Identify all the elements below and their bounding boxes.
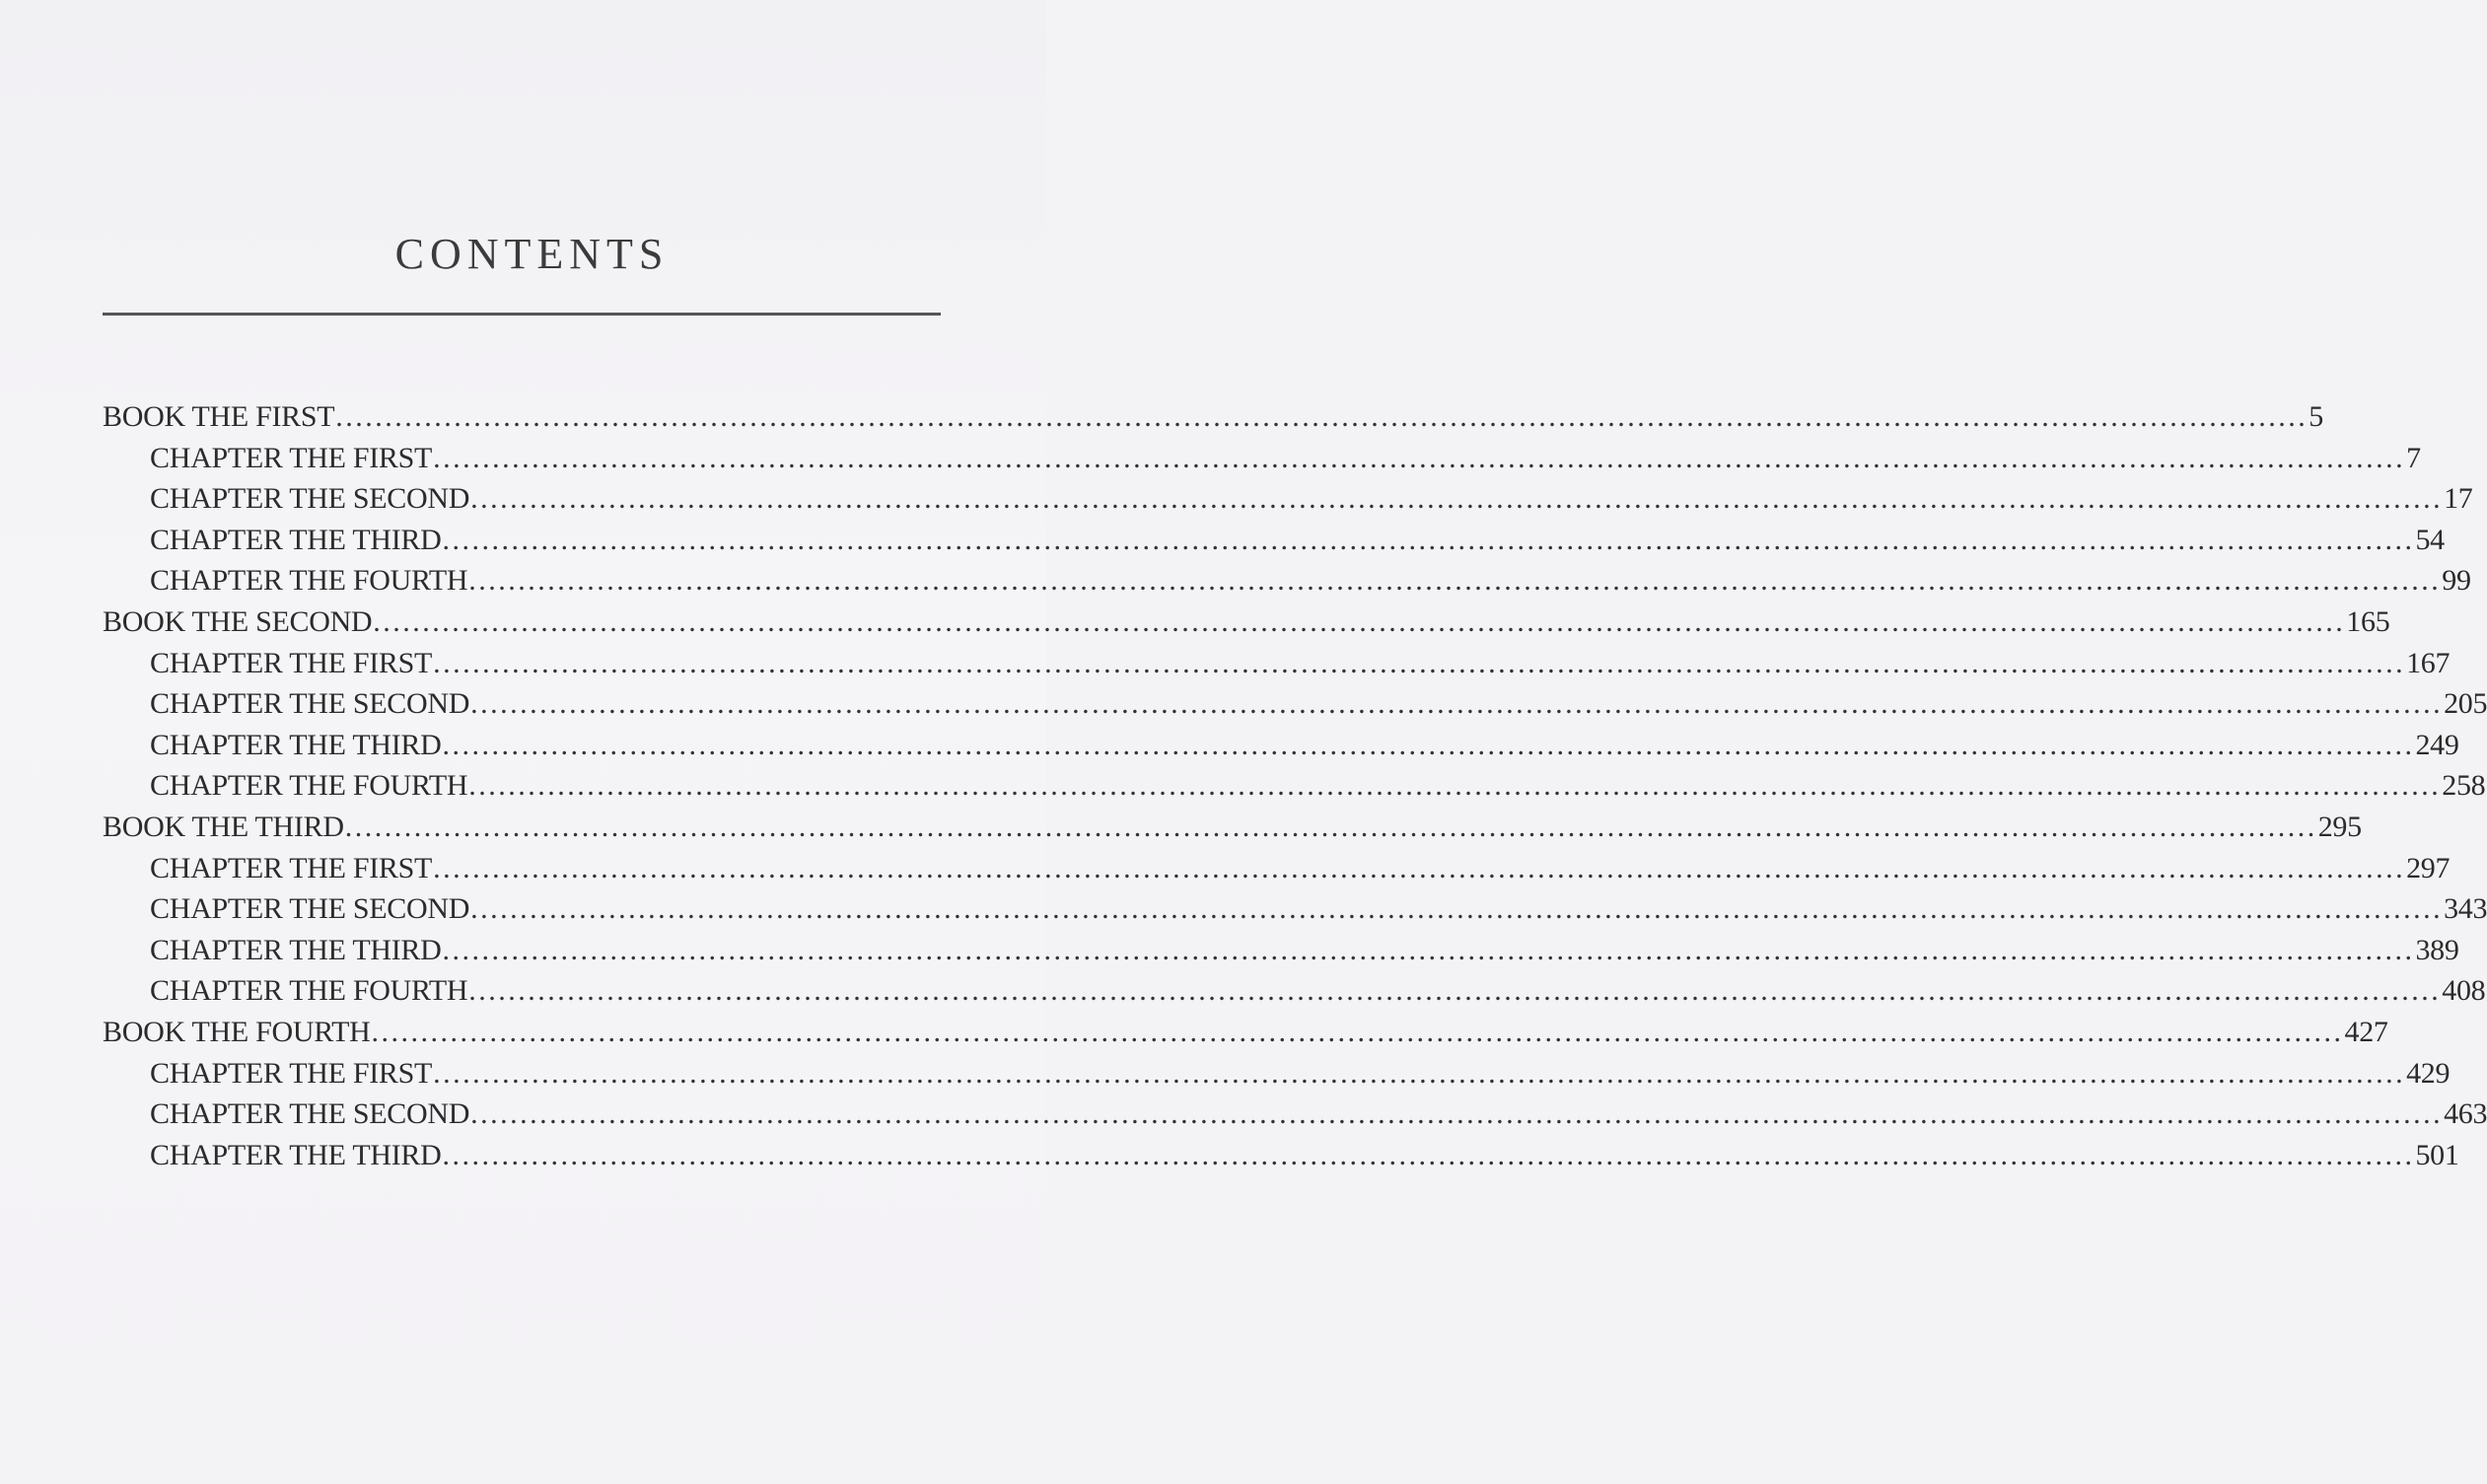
- toc-chapter-entry: [103, 728, 2459, 770]
- table-of-contents: [103, 400, 2487, 1179]
- toc-chapter-entry: [103, 441, 2421, 483]
- toc-entry-label: CHAPTER THE FOURTH: [150, 564, 468, 598]
- toc-entry-label: CHAPTER THE SECOND: [150, 892, 470, 926]
- dot-leader: ........................................................................................................................................................................................................: [373, 604, 2346, 638]
- toc-page-number: 429: [2406, 1056, 2451, 1090]
- toc-chapter-entry: [103, 482, 2473, 524]
- dot-leader: ........................................................................................................................................................................................................: [371, 1015, 2344, 1048]
- toc-chapter-entry: [103, 646, 2451, 688]
- toc-entry-label: CHAPTER THE FIRST: [150, 441, 433, 474]
- toc-book-entry: [103, 604, 2390, 647]
- dot-leader: ........................................................................................................................................................................................................: [433, 441, 2406, 474]
- dot-leader: ........................................................................................................................................................................................................: [470, 687, 2444, 721]
- dot-leader: ........................................................................................................................................................................................................: [433, 1056, 2406, 1090]
- toc-entry-label: CHAPTER THE FIRST: [150, 646, 433, 679]
- dot-leader: ........................................................................................................................................................................................................: [468, 564, 2442, 598]
- toc-entry-label: BOOK THE FIRST: [103, 400, 335, 433]
- toc-book-entry: [103, 1015, 2388, 1057]
- toc-page-number: 389: [2415, 933, 2459, 966]
- toc-entry-label: CHAPTER THE SECOND: [150, 687, 470, 721]
- toc-entry-label: CHAPTER THE SECOND: [150, 1097, 470, 1131]
- toc-entry-label: CHAPTER THE FIRST: [150, 1056, 433, 1090]
- toc-chapter-entry: [103, 1138, 2459, 1180]
- toc-chapter-entry: [103, 1097, 2487, 1139]
- toc-page-number: 427: [2344, 1015, 2388, 1048]
- toc-entry-label: BOOK THE THIRD: [103, 810, 344, 843]
- toc-page-number: 165: [2346, 604, 2390, 638]
- toc-entry-label: CHAPTER THE THIRD: [150, 728, 442, 761]
- toc-entry-label: CHAPTER THE FIRST: [150, 851, 433, 884]
- dot-leader: ........................................................................................................................................................................................................: [442, 1138, 2415, 1171]
- dot-leader: ........................................................................................................................................................................................................: [470, 892, 2444, 926]
- toc-page-number: 343: [2444, 892, 2487, 926]
- toc-entry-label: BOOK THE SECOND: [103, 604, 373, 638]
- dot-leader: ........................................................................................................................................................................................................: [442, 523, 2415, 556]
- toc-entry-label: CHAPTER THE THIRD: [150, 1138, 442, 1171]
- toc-chapter-entry: [103, 564, 2471, 605]
- toc-entry-label: CHAPTER THE SECOND: [150, 482, 470, 516]
- dot-leader: ........................................................................................................................................................................................................: [344, 810, 2317, 843]
- toc-page-number: 99: [2442, 564, 2471, 598]
- toc-page-number: 167: [2406, 646, 2451, 679]
- toc-chapter-entry: [103, 851, 2451, 893]
- dot-leader: ........................................................................................................................................................................................................: [442, 933, 2415, 966]
- dot-leader: ........................................................................................................................................................................................................: [470, 482, 2444, 516]
- toc-chapter-entry: [103, 892, 2487, 934]
- toc-chapter-entry: [103, 1056, 2451, 1098]
- dot-leader: ........................................................................................................................................................................................................: [468, 769, 2442, 803]
- toc-page-number: 501: [2415, 1138, 2459, 1171]
- toc-entry-label: BOOK THE FOURTH: [103, 1015, 371, 1048]
- dot-leader: ........................................................................................................................................................................................................: [470, 1097, 2444, 1131]
- dot-leader: ........................................................................................................................................................................................................: [433, 851, 2406, 884]
- toc-entry-label: CHAPTER THE THIRD: [150, 933, 442, 966]
- toc-chapter-entry: [103, 933, 2459, 975]
- toc-book-entry: [103, 810, 2362, 852]
- toc-page-number: 249: [2415, 728, 2459, 761]
- toc-page-number: 17: [2444, 482, 2473, 516]
- dot-leader: ........................................................................................................................................................................................................: [442, 728, 2415, 761]
- contents-heading: CONTENTS: [394, 230, 670, 278]
- toc-page-number: 7: [2406, 441, 2421, 474]
- toc-chapter-entry: [103, 687, 2487, 729]
- dot-leader: ........................................................................................................................................................................................................: [468, 974, 2442, 1008]
- toc-entry-label: CHAPTER THE FOURTH: [150, 974, 468, 1008]
- toc-chapter-entry: [103, 523, 2445, 565]
- toc-chapter-entry: [103, 974, 2486, 1016]
- toc-entry-label: CHAPTER THE FOURTH: [150, 769, 468, 803]
- toc-book-entry: [103, 400, 2323, 442]
- toc-page-number: 463: [2444, 1097, 2487, 1131]
- toc-page-number: 297: [2406, 851, 2451, 884]
- toc-page-number: 295: [2317, 810, 2362, 843]
- toc-page-number: 205: [2444, 687, 2487, 721]
- toc-page-number: 258: [2442, 769, 2486, 803]
- toc-chapter-entry: [103, 769, 2486, 811]
- toc-page-number: 54: [2415, 523, 2445, 556]
- heading-rule: [103, 313, 941, 316]
- dot-leader: ........................................................................................................................................................................................................: [335, 400, 2309, 433]
- toc-entry-label: CHAPTER THE THIRD: [150, 523, 442, 556]
- toc-page-number: 408: [2442, 974, 2486, 1008]
- dot-leader: ........................................................................................................................................................................................................: [433, 646, 2406, 679]
- toc-page-number: 5: [2309, 400, 2323, 433]
